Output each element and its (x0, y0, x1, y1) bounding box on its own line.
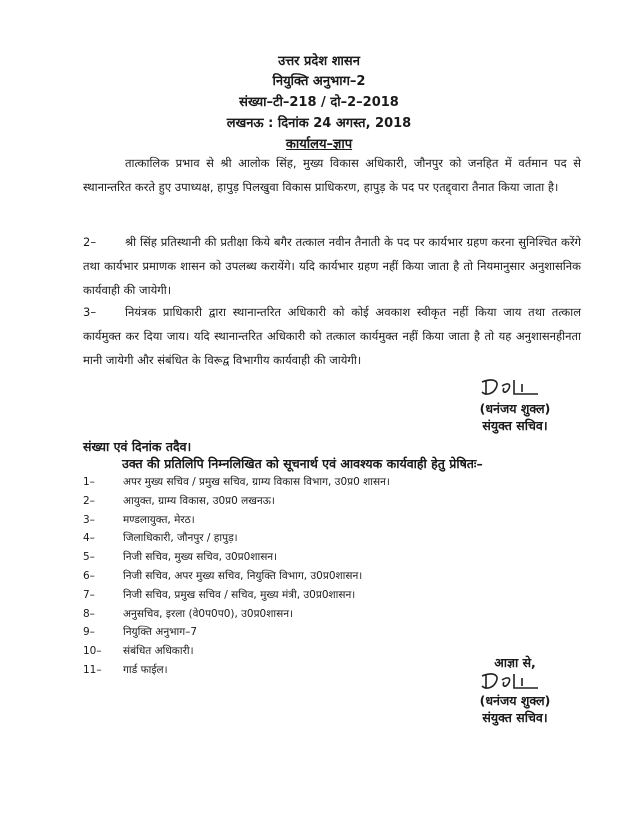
list-item: 11– गार्ड फाईल। (83, 663, 168, 676)
paragraph-3-text: नियंत्रक प्राधिकारी द्वारा स्थानान्तरित अधिकारी को कोई अवकाश स्वीकृत नहीं किया जाय तथा तत्काल कार्यमुक्त कर दिया जाय। यदि स्थानान्तरित अधिकारी को तत्काल कार्यमुक्त नहीं किया जाता है तो यह अनुशासनहीनता मानी जायेगी और संबंधित के विरूद्व विभागीय कार्यवाही की जायेगी। (83, 305, 581, 367)
place-date: लखनऊ : दिनांक 24 अगस्त, 2018 (226, 116, 412, 131)
document-title: कार्यालय–ज्ञाप (285, 137, 353, 152)
signature-mark-1 (478, 376, 548, 400)
signatory-2-designation: संयुक्त सचिव। (482, 710, 548, 725)
signatory-2-name: (धनंजय शुक्ल) (479, 693, 551, 708)
list-item: 7– निजी सचिव, प्रमुख सचिव / सचिव, मुख्य मंत्री, उ0प्र0शासन। (83, 588, 356, 601)
signature-mark-2 (478, 670, 548, 694)
paragraph-3 (83, 300, 581, 372)
recipient-list (83, 473, 503, 680)
paragraph-2 (83, 230, 581, 302)
copy-reference-line: संख्या एवं दिनांक तदैव। (83, 439, 192, 454)
reference-number: संख्या–टी–218 / दो–2–2018 (239, 95, 399, 110)
paragraph-1-text: तात्कालिक प्रभाव से श्री आलोक सिंह, मुख्य विकास अधिकारी, जौनपुर को जनहित में वर्तमान पद से स्थानान्तरित करते हुए उपाध्यक्ष, हापुड़ पिलखुवा विकास प्राधिकरण, हापुड़ के पद पर एतद्द्वारा तैनात किया जाता है। (83, 156, 581, 194)
paragraph-1 (83, 151, 581, 199)
list-item: 8– अनुसचिव, इरला (वे0प0प0), उ0प्र0शासन। (83, 607, 294, 620)
signatory-2 (465, 692, 565, 726)
list-item: 10– संबंधित अधिकारी। (83, 645, 194, 658)
department-section: नियुक्ति अनुभाग–2 (272, 74, 366, 89)
list-item: 9– नियुक्ति अनुभाग–7 (83, 626, 198, 639)
signatory-1-name: (धनंजय शुक्ल) (479, 401, 551, 416)
by-order-label: आज्ञा से, (494, 655, 536, 670)
list-item: 2– आयुक्त, ग्राम्य विकास, उ0प्र0 लखनऊ। (83, 494, 275, 507)
paragraph-2-number: 2– (83, 235, 97, 249)
government-name: उत्तर प्रदेश शासन (278, 54, 360, 69)
signatory-1-designation: संयुक्त सचिव। (482, 418, 548, 433)
list-item: 1– अपर मुख्य सचिव / प्रमुख सचिव, ग्राम्य विकास विभाग, उ0प्र0 शासन। (83, 476, 390, 488)
signatory-1 (465, 400, 565, 434)
paragraph-2-text: श्री सिंह प्रतिस्थानी की प्रतीक्षा किये बगैर तत्काल नवीन तैनाती के पद पर कार्यभार ग्रहण करना सुनिश्चित करेंगे तथा कार्यभार प्रमाणक शासन को उपलब्ध करायेंगे। यदि कार्यभार ग्रहण नहीं किया जाता है तो नियमानुसार अनुशासनिक कार्यवाही की जायेगी। (83, 235, 581, 297)
list-item: 4– जिलाधिकारी, जौनपुर / हापुड़। (83, 532, 238, 545)
copy-intro: उक्त की प्रतिलिपि निम्नलिखित को सूचनार्थ एवं आवश्यक कार्यवाही हेतु प्रेषितः– (122, 456, 483, 471)
list-item: 5– निजी सचिव, मुख्य सचिव, उ0प्र0शासन। (83, 551, 278, 564)
list-item: 6– निजी सचिव, अपर मुख्य सचिव, नियुक्ति विभाग, उ0प्र0शासन। (83, 569, 363, 582)
list-item: 3– मण्डलायुक्त, मेरठ। (83, 513, 195, 526)
paragraph-3-number: 3– (83, 305, 97, 319)
